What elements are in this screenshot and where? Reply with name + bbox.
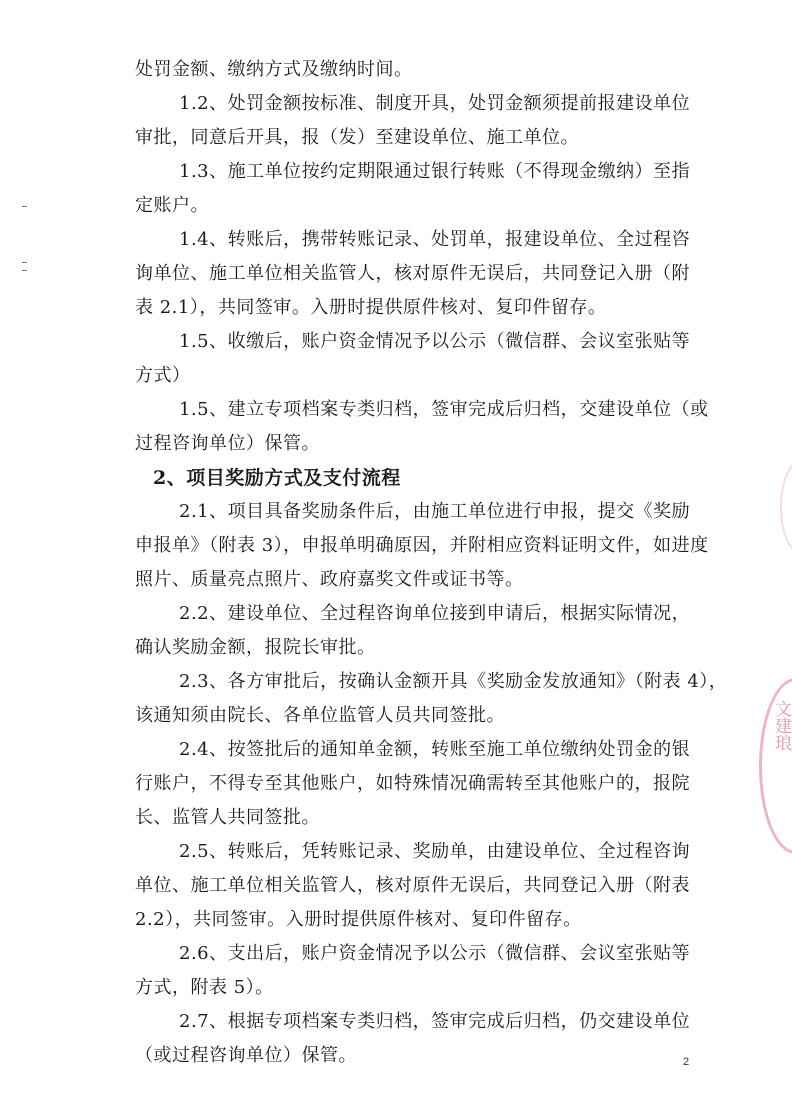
section-heading: 2、项目奖励方式及支付流程 xyxy=(153,467,401,489)
paragraph-line: 2.2、建设单位、全过程咨询单位接到申请后，根据实际情况， xyxy=(179,603,691,624)
red-seal-fragment-upper xyxy=(780,460,792,554)
paragraph-line: 长、监管人共同签批。 xyxy=(135,807,320,828)
paragraph-line: 单位、施工单位相关监管人，核对原件无误后，共同登记入册（附表 xyxy=(135,875,690,896)
paragraph-line: 表 2.1），共同签审。入册时提供原件核对、复印件留存。 xyxy=(135,297,607,318)
paragraph-line: 2.1、项目具备奖励条件后，由施工单位进行申报，提交《奖励 xyxy=(179,501,691,522)
paragraph-line: 审批，同意后开具，报（发）至建设单位、施工单位。 xyxy=(135,127,579,148)
paragraph-line: 2.5、转账后，凭转账记录、奖励单，由建设单位、全过程咨询 xyxy=(179,841,691,862)
scan-mark xyxy=(22,262,27,263)
paragraph-line: 过程咨询单位）保管。 xyxy=(135,433,320,454)
scan-mark xyxy=(22,270,27,271)
paragraph-line: 2.4、按签批后的通知单金额，转账至施工单位缴纳处罚金的银 xyxy=(179,739,691,760)
paragraph-line: 照片、质量亮点照片、政府嘉奖文件或证书等。 xyxy=(135,569,524,590)
paragraph-line: 方式） xyxy=(135,365,191,386)
paragraph-line: 2.6、支出后，账户资金情况予以公示（微信群、会议室张贴等 xyxy=(179,943,691,964)
paragraph-line: 1.3、施工单位按约定期限通过银行转账（不得现金缴纳）至指 xyxy=(179,161,691,182)
paragraph-line: 申报单》（附表 3），申报单明确原因，并附相应资料证明文件，如进度 xyxy=(135,535,709,556)
paragraph-line: 处罚金额、缴纳方式及缴纳时间。 xyxy=(135,59,413,80)
paragraph-line: （或过程咨询单位）保管。 xyxy=(135,1045,357,1066)
paragraph-line: 确认奖励金额，报院长审批。 xyxy=(135,637,376,658)
paragraph-line: 1.5、建立专项档案专类归档，签审完成后归档，交建设单位（或 xyxy=(179,399,709,420)
paragraph-line: 2.7、根据专项档案专类归档，签审完成后归档，仍交建设单位 xyxy=(179,1011,691,1032)
paragraph-line: 2.2），共同签审。入册时提供原件核对、复印件留存。 xyxy=(135,909,582,930)
page-number: 2 xyxy=(683,1056,690,1068)
paragraph-line: 定账户。 xyxy=(135,195,209,216)
paragraph-line: 2.3、各方审批后，按确认金额开具《奖励金发放通知》（附表 4）， xyxy=(179,671,728,692)
red-seal-text: 文建琅 xyxy=(771,700,791,751)
paragraph-line: 1.4、转账后，携带转账记录、处罚单，报建设单位、全过程咨 xyxy=(179,229,691,250)
paragraph-line: 行账户，不得专至其他账户，如特殊情况确需转至其他账户的，报院 xyxy=(135,773,690,794)
paragraph-line: 1.5、收缴后，账户资金情况予以公示（微信群、会议室张贴等 xyxy=(179,331,691,352)
paragraph-line: 方式，附表 5）。 xyxy=(135,977,274,998)
paragraph-line: 该通知须由院长、各单位监管人员共同签批。 xyxy=(135,705,505,726)
scan-mark xyxy=(22,206,27,207)
paragraph-line: 询单位、施工单位相关监管人，核对原件无误后，共同登记入册（附 xyxy=(135,263,690,284)
paragraph-line: 1.2、处罚金额按标准、制度开具，处罚金额须提前报建设单位 xyxy=(179,93,691,114)
